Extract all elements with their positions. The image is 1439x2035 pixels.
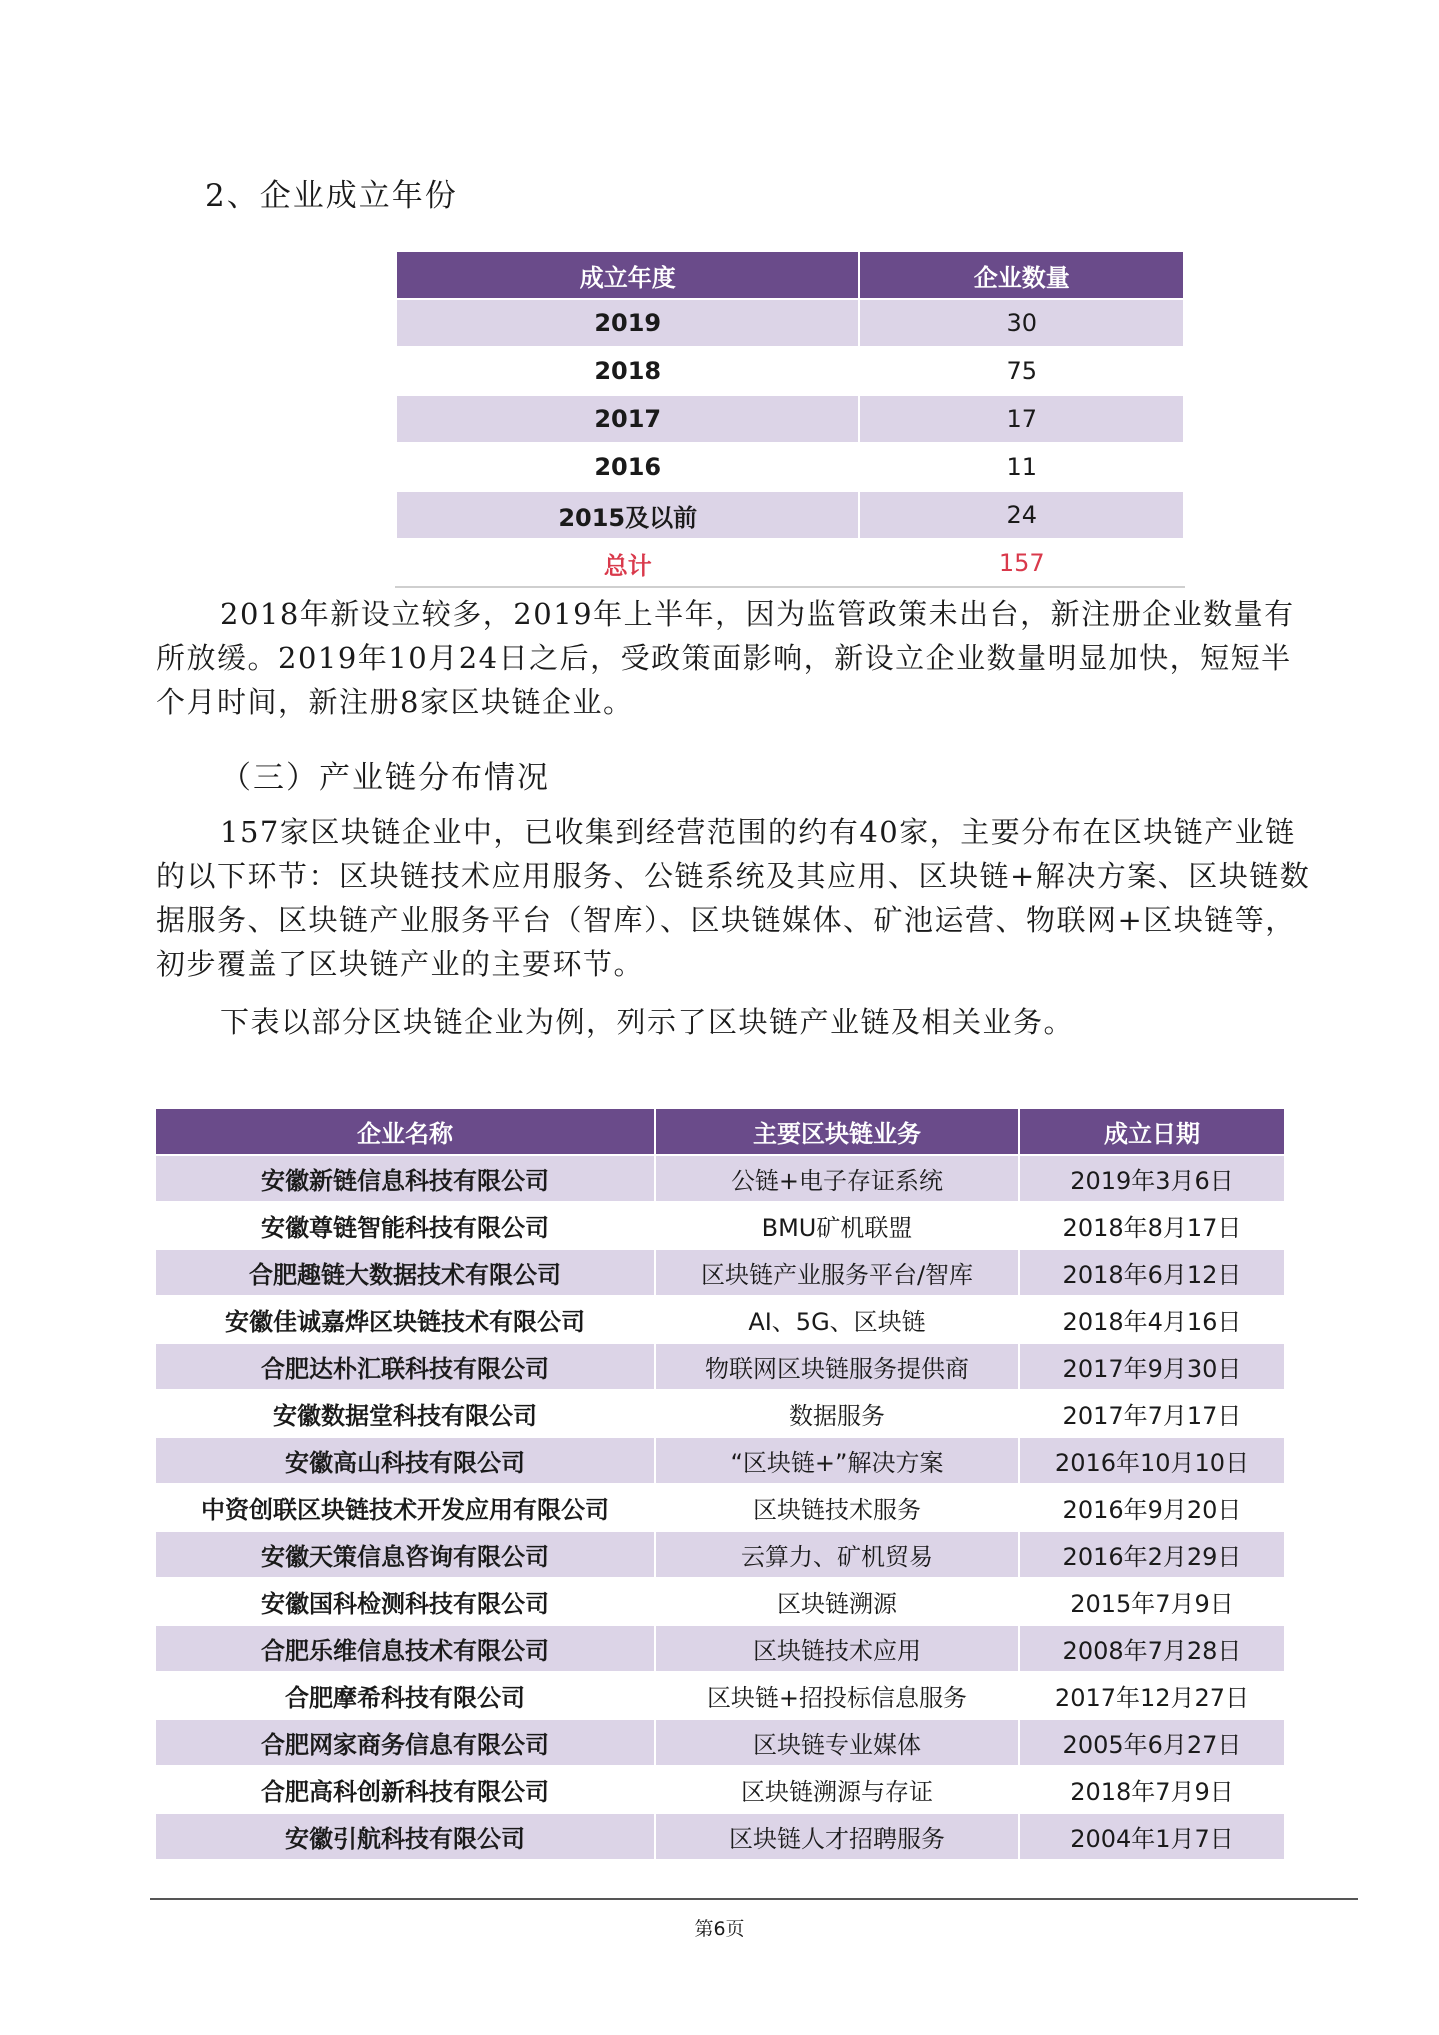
table-row bbox=[155, 1249, 1285, 1296]
founding-year-table bbox=[395, 250, 1185, 588]
column-header: 成立年度 bbox=[396, 251, 859, 299]
company-name-cell: 安徽国科检测科技有限公司 bbox=[155, 1578, 655, 1625]
table-row bbox=[155, 1625, 1285, 1672]
year-cell: 2018 bbox=[396, 347, 859, 395]
table-row bbox=[155, 1578, 1285, 1625]
total-row bbox=[396, 539, 1184, 587]
date-cell: 2018年8月17日 bbox=[1019, 1202, 1285, 1249]
business-cell: 区块链溯源 bbox=[655, 1578, 1019, 1625]
table-row bbox=[155, 1437, 1285, 1484]
business-cell: 公链+电子存证系统 bbox=[655, 1155, 1019, 1202]
business-cell: 区块链技术应用 bbox=[655, 1625, 1019, 1672]
paragraph-table-intro: 下表以部分区块链企业为例，列示了区块链产业链及相关业务。 bbox=[220, 1005, 1075, 1039]
business-cell: 区块链人才招聘服务 bbox=[655, 1813, 1019, 1860]
business-cell: 数据服务 bbox=[655, 1390, 1019, 1437]
column-header: 企业数量 bbox=[859, 251, 1184, 299]
table-row bbox=[155, 1719, 1285, 1766]
date-cell: 2005年6月27日 bbox=[1019, 1719, 1285, 1766]
business-cell: 区块链+招投标信息服务 bbox=[655, 1672, 1019, 1719]
date-cell: 2019年3月6日 bbox=[1019, 1155, 1285, 1202]
business-cell: 区块链产业服务平台/智库 bbox=[655, 1249, 1019, 1296]
business-cell: 云算力、矿机贸易 bbox=[655, 1531, 1019, 1578]
company-name-cell: 中资创联区块链技术开发应用有限公司 bbox=[155, 1484, 655, 1531]
company-name-cell: 合肥乐维信息技术有限公司 bbox=[155, 1625, 655, 1672]
table-row bbox=[396, 395, 1184, 443]
paragraph-founding-trend: 2018年新设立较多，2019年上半年，因为监管政策未出台，新注册企业数量有所放缓。2019年10月24日之后，受政策面影响，新设立企业数量明显加快，短短半个月时间，新注册8家区块链企业。 bbox=[156, 597, 1295, 719]
count-cell: 17 bbox=[859, 395, 1184, 443]
table-header-row bbox=[155, 1108, 1285, 1155]
table-row bbox=[396, 299, 1184, 347]
date-cell: 2018年4月16日 bbox=[1019, 1296, 1285, 1343]
business-cell: 物联网区块链服务提供商 bbox=[655, 1343, 1019, 1390]
table-row bbox=[396, 491, 1184, 539]
business-cell: 区块链技术服务 bbox=[655, 1484, 1019, 1531]
company-name-cell: 安徽引航科技有限公司 bbox=[155, 1813, 655, 1860]
date-cell: 2004年1月7日 bbox=[1019, 1813, 1285, 1860]
date-cell: 2008年7月28日 bbox=[1019, 1625, 1285, 1672]
company-name-cell: 安徽尊链智能科技有限公司 bbox=[155, 1202, 655, 1249]
date-cell: 2015年7月9日 bbox=[1019, 1578, 1285, 1625]
date-cell: 2018年6月12日 bbox=[1019, 1249, 1285, 1296]
company-business-table bbox=[154, 1107, 1286, 1861]
table-row bbox=[155, 1484, 1285, 1531]
column-header: 企业名称 bbox=[155, 1108, 655, 1155]
company-name-cell: 合肥网家商务信息有限公司 bbox=[155, 1719, 655, 1766]
count-cell: 30 bbox=[859, 299, 1184, 347]
business-cell: BMU矿机联盟 bbox=[655, 1202, 1019, 1249]
table-row bbox=[155, 1672, 1285, 1719]
count-cell: 75 bbox=[859, 347, 1184, 395]
date-cell: 2017年7月17日 bbox=[1019, 1390, 1285, 1437]
year-cell: 2017 bbox=[396, 395, 859, 443]
table-row bbox=[396, 443, 1184, 491]
table-row bbox=[155, 1202, 1285, 1249]
footer-divider bbox=[150, 1898, 1358, 1900]
company-name-cell: 合肥高科创新科技有限公司 bbox=[155, 1766, 655, 1813]
table-row bbox=[155, 1531, 1285, 1578]
company-name-cell: 安徽数据堂科技有限公司 bbox=[155, 1390, 655, 1437]
subsection-heading: （三）产业链分布情况 bbox=[220, 760, 550, 796]
company-name-cell: 安徽佳诚嘉烨区块链技术有限公司 bbox=[155, 1296, 655, 1343]
paragraph-industry-chain: 157家区块链企业中，已收集到经营范围的约有40家，主要分布在区块链产业链的以下环节：区块链技术应用服务、公链系统及其应用、区块链+解决方案、区块链数据服务、区块链产业服务平台（智库）、区块链媒体、矿池运营、物联网+区块链等，初步覆盖了区块链产业的主要环节。 bbox=[156, 815, 1311, 981]
company-name-cell: 合肥达朴汇联科技有限公司 bbox=[155, 1343, 655, 1390]
count-cell: 24 bbox=[859, 491, 1184, 539]
year-cell: 2015及以前 bbox=[396, 491, 859, 539]
total-value: 157 bbox=[859, 539, 1184, 587]
table-row bbox=[155, 1343, 1285, 1390]
business-cell: 区块链专业媒体 bbox=[655, 1719, 1019, 1766]
company-name-cell: 安徽天策信息咨询有限公司 bbox=[155, 1531, 655, 1578]
company-name-cell: 合肥摩希科技有限公司 bbox=[155, 1672, 655, 1719]
table-row bbox=[155, 1296, 1285, 1343]
table-row bbox=[155, 1155, 1285, 1202]
total-label: 总计 bbox=[396, 539, 859, 587]
page-number: 第6页 bbox=[694, 1918, 745, 1940]
table-row bbox=[396, 347, 1184, 395]
date-cell: 2017年9月30日 bbox=[1019, 1343, 1285, 1390]
date-cell: 2016年10月10日 bbox=[1019, 1437, 1285, 1484]
column-header: 成立日期 bbox=[1019, 1108, 1285, 1155]
year-cell: 2016 bbox=[396, 443, 859, 491]
date-cell: 2016年9月20日 bbox=[1019, 1484, 1285, 1531]
date-cell: 2016年2月29日 bbox=[1019, 1531, 1285, 1578]
table-header-row bbox=[396, 251, 1184, 299]
date-cell: 2017年12月27日 bbox=[1019, 1672, 1285, 1719]
business-cell: 区块链溯源与存证 bbox=[655, 1766, 1019, 1813]
column-header: 主要区块链业务 bbox=[655, 1108, 1019, 1155]
table-row bbox=[155, 1766, 1285, 1813]
section-heading: 2、企业成立年份 bbox=[205, 178, 458, 214]
year-cell: 2019 bbox=[396, 299, 859, 347]
company-name-cell: 合肥趣链大数据技术有限公司 bbox=[155, 1249, 655, 1296]
business-cell: AI、5G、区块链 bbox=[655, 1296, 1019, 1343]
company-name-cell: 安徽新链信息科技有限公司 bbox=[155, 1155, 655, 1202]
business-cell: “区块链+”解决方案 bbox=[655, 1437, 1019, 1484]
table-row bbox=[155, 1390, 1285, 1437]
table-row bbox=[155, 1813, 1285, 1860]
company-name-cell: 安徽高山科技有限公司 bbox=[155, 1437, 655, 1484]
date-cell: 2018年7月9日 bbox=[1019, 1766, 1285, 1813]
count-cell: 11 bbox=[859, 443, 1184, 491]
